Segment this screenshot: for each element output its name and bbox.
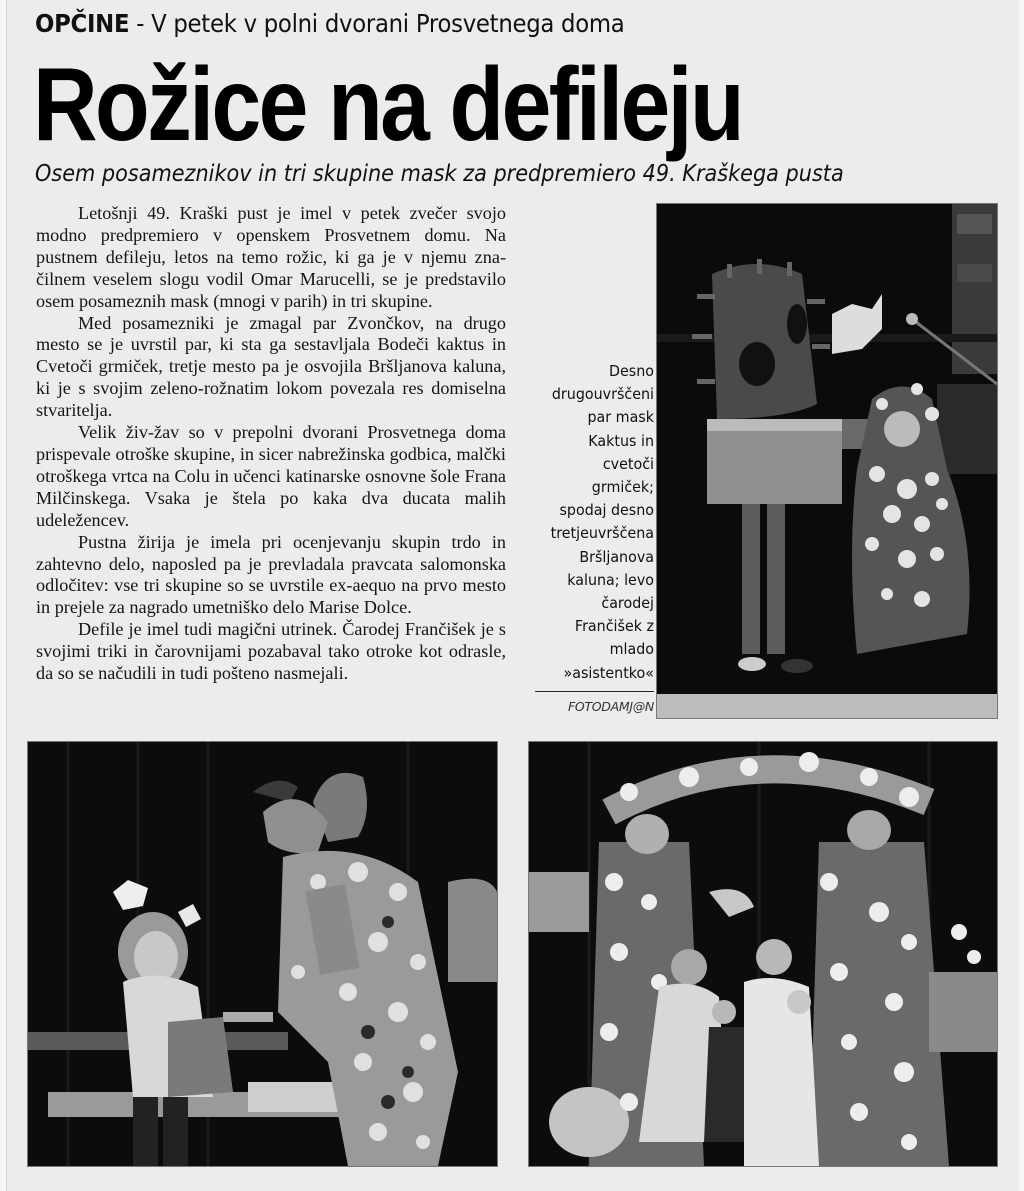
paragraph-2: Med posamezniki je zmagal par Zvončkov, na drugo mesto se je uvrstil par, ki sta ga sestavljala Bodeči kaktus in Cvetoči grmiček, tretje mesto pa je osvojila Bršljanova kaluna, ki je s svojim zeleno-rožnatim lokom povezala res domiselna stvaritelja.: [36, 312, 506, 421]
caption-line: cvetoči: [602, 454, 654, 473]
cactus-photo-image: [657, 204, 997, 718]
caption-line: drugouvrščeni: [551, 385, 654, 404]
caption-line: čarodej: [601, 594, 654, 613]
caption-line: spodaj desno: [559, 501, 654, 520]
paragraph-5: Defile je imel tudi magični utrinek. Čarodej Frančišek je s svojimi triki in čarovnijami pozabaval tako otroke kot odrasle, da so se načudili in tudi pošteno nasmejali.: [36, 619, 506, 684]
headline: Rožice na defileju: [33, 47, 743, 163]
kicker-section: OPČINE: [35, 9, 130, 38]
caption-line: Bršljanova: [579, 547, 654, 566]
caption-line: mlado: [609, 640, 654, 659]
caption-line: Desno: [609, 362, 654, 380]
paragraph-3: Velik živ-žav so v prepolni dvorani Prosvetnega doma prispevale otroške skupine, in sicer nabrežinska godbica, malčki otroškega vrtca na Colu in učenci katinarske osnovne šole Frana Milčinskega. Vsaka je štela po kaka dva ducata malih udeležencev.: [36, 422, 506, 530]
kicker-text: - V petek v polni dvorani Prosvetnega doma: [129, 9, 625, 38]
caption-line: Frančišek z: [574, 617, 654, 636]
kicker-line: [35, 9, 625, 38]
subheadline: Osem posameznikov in tri skupine mask za predpremiero 49. Kraškega pusta: [35, 161, 844, 187]
photo-magician: [27, 741, 498, 1167]
photo-ivy-arch: [528, 741, 998, 1167]
magician-photo-image: [28, 742, 497, 1166]
paragraph-1: Letošnji 49. Kraški pust je imel v petek zvečer svojo modno predpremiero v openskem Prosvetnem domu. Na pustnem defileju, letos na temo rožic, ki ga je v njemu značilnem veselem slogu vodil Omar Marucelli, se je predstavilo osem posameznih mask (mnogi v parih) in tri skupine.: [36, 203, 506, 311]
caption-line: tretjeuvrščena: [550, 524, 654, 543]
caption-line: grmiček;: [591, 478, 654, 497]
article-body: [36, 203, 506, 685]
caption-line: »asistentko«: [563, 663, 654, 682]
photo-cactus-and-bush: [656, 203, 998, 719]
caption-line: par mask: [587, 408, 654, 427]
photo-caption: [537, 360, 654, 685]
caption-line: Kaktus in: [588, 431, 654, 450]
caption-divider: [535, 691, 654, 692]
ivy-arch-photo-image: [529, 742, 997, 1166]
photo-credit: FOTODAMJ@N: [567, 699, 654, 714]
paragraph-4: Pustna žirija je imela pri ocenjevanju skupin trdo in zahtevno delo, naposled pa je prevladala pravcata salomonska odločitev: vse tri skupine so se uvrstile ex-aequo na prvo mesto in prejele za nagrado umetniško delo Marise Dolce.: [36, 531, 506, 618]
caption-line: kaluna; levo: [567, 570, 654, 589]
